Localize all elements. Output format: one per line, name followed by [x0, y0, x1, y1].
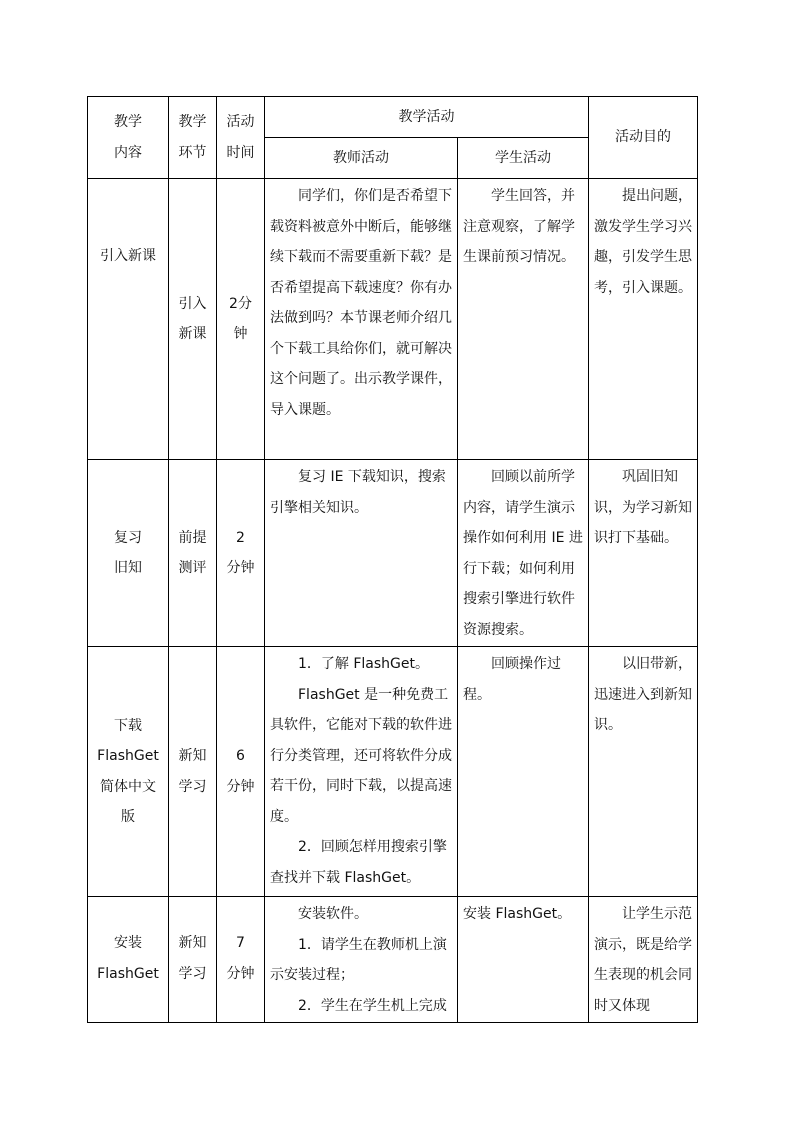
header-teacher: 教师活动	[265, 138, 458, 179]
header-stage: 教学 环节	[169, 97, 217, 179]
cell-student: 回顾操作过程。	[458, 647, 589, 897]
header-purpose: 活动目的	[589, 97, 698, 179]
cell-content: 引入新课	[88, 179, 169, 460]
cell-teacher: 同学们，你们是否希望下载资料被意外中断后，能够继续下载而不需要重新下载？是否希望提高下载速度？你有办法做到吗？本节课老师介绍几个下载工具给你们，就可解决这个问题了。出示教学课件，导入课题。	[265, 179, 458, 460]
cell-teacher: 复习 IE 下载知识，搜索引擎相关知识。	[265, 460, 458, 647]
header-row-1	[88, 97, 698, 138]
header-student: 学生活动	[458, 138, 589, 179]
cell-purpose: 以旧带新，迅速进入到新知识。	[589, 647, 698, 897]
header-content: 教学 内容	[88, 97, 169, 179]
cell-stage: 前提 测评	[169, 460, 217, 647]
cell-teacher: 1．了解 FlashGet。 FlashGet 是一种免费工具软件，它能对下载的软件进行分类管理，还可将软件分成若干份，同时下载，以提高速度。 2．回顾怎样用搜索引擎查找并下载 FlashGet。	[265, 647, 458, 897]
cell-stage: 引入 新课	[169, 179, 217, 460]
cell-student: 回顾以前所学内容，请学生演示操作如何利用 IE 进行下载；如何利用搜索引擎进行软件资源搜索。	[458, 460, 589, 647]
cell-time: 6 分钟	[217, 647, 265, 897]
cell-purpose: 让学生示范演示，既是给学生表现的机会同时又体现	[589, 897, 698, 1023]
table-row	[88, 897, 698, 1023]
cell-time: 2 分钟	[217, 460, 265, 647]
cell-time: 7 分钟	[217, 897, 265, 1023]
table-row	[88, 460, 698, 647]
cell-stage: 新知 学习	[169, 647, 217, 897]
cell-student: 学生回答，并注意观察，了解学生课前预习情况。	[458, 179, 589, 460]
table-row	[88, 647, 698, 897]
header-time: 活动 时间	[217, 97, 265, 179]
cell-purpose: 巩固旧知识，为学习新知识打下基础。	[589, 460, 698, 647]
cell-time: 2分 钟	[217, 179, 265, 460]
cell-stage: 新知 学习	[169, 897, 217, 1023]
lesson-plan-table	[87, 96, 698, 1023]
cell-student: 安装 FlashGet。	[458, 897, 589, 1023]
table-row	[88, 179, 698, 460]
cell-content: 复习 旧知	[88, 460, 169, 647]
cell-content: 下载 FlashGet 简体中文 版	[88, 647, 169, 897]
cell-purpose: 提出问题，激发学生学习兴趣，引发学生思考，引入课题。	[589, 179, 698, 460]
cell-content: 安装 FlashGet	[88, 897, 169, 1023]
header-activity: 教学活动	[265, 97, 589, 138]
cell-teacher: 安装软件。 1．请学生在教师机上演示安装过程； 2．学生在学生机上完成	[265, 897, 458, 1023]
